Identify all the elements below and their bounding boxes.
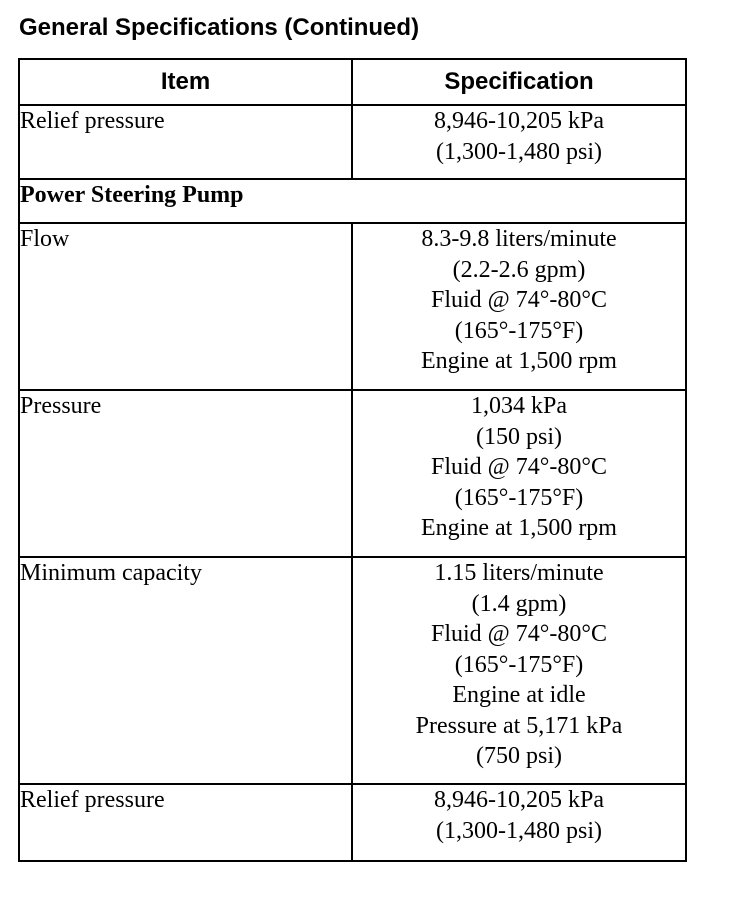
specification-line: 8.3-9.8 liters/minute <box>421 226 617 252</box>
column-header-specification: Specification <box>352 59 686 105</box>
specification-line: Fluid @ 74°-80°C <box>431 287 607 313</box>
specification-cell <box>352 223 686 390</box>
specification-line: Fluid @ 74°-80°C <box>431 621 607 647</box>
item-cell: Relief pressure <box>19 105 352 179</box>
specification-line: Engine at idle <box>452 682 586 708</box>
specification-cell <box>352 557 686 784</box>
specification-line: (1,300-1,480 psi) <box>436 138 602 165</box>
specifications-table <box>18 58 687 862</box>
table-row <box>19 390 686 557</box>
specification-line: (1.4 gpm) <box>471 590 567 617</box>
specification-line: (165°-175°F) <box>454 651 584 678</box>
specification-line: (165°-175°F) <box>454 317 584 344</box>
specification-line: (150 psi) <box>476 423 562 450</box>
item-cell: Pressure <box>19 390 352 557</box>
specification-line: (2.2-2.6 gpm) <box>452 256 586 283</box>
specification-line: (165°-175°F) <box>454 484 584 511</box>
section-row <box>19 179 686 223</box>
specification-cell <box>352 784 686 861</box>
specification-line: 1.15 liters/minute <box>434 560 604 586</box>
specification-line: 8,946-10,205 kPa <box>434 108 604 134</box>
item-cell: Flow <box>19 223 352 390</box>
specification-line: (1,300-1,480 psi) <box>436 817 602 844</box>
section-heading: Power Steering Pump <box>19 179 686 223</box>
table-row <box>19 223 686 390</box>
specification-line: Pressure at 5,171 kPa <box>415 712 623 739</box>
table-header-row <box>19 59 686 105</box>
specification-line: 1,034 kPa <box>471 393 567 419</box>
table-row <box>19 105 686 179</box>
page-title: General Specifications (Continued) <box>19 14 420 41</box>
specification-line: Engine at 1,500 rpm <box>421 348 617 374</box>
table-row <box>19 557 686 784</box>
specification-cell <box>352 390 686 557</box>
specification-line: 8,946-10,205 kPa <box>434 787 604 813</box>
item-cell: Relief pressure <box>19 784 352 861</box>
table-row <box>19 784 686 861</box>
column-header-item: Item <box>19 59 352 105</box>
specification-line: (750 psi) <box>476 743 562 769</box>
specification-line: Fluid @ 74°-80°C <box>431 454 607 480</box>
specification-line: Engine at 1,500 rpm <box>421 515 617 541</box>
specification-cell <box>352 105 686 179</box>
item-cell: Minimum capacity <box>19 557 352 784</box>
